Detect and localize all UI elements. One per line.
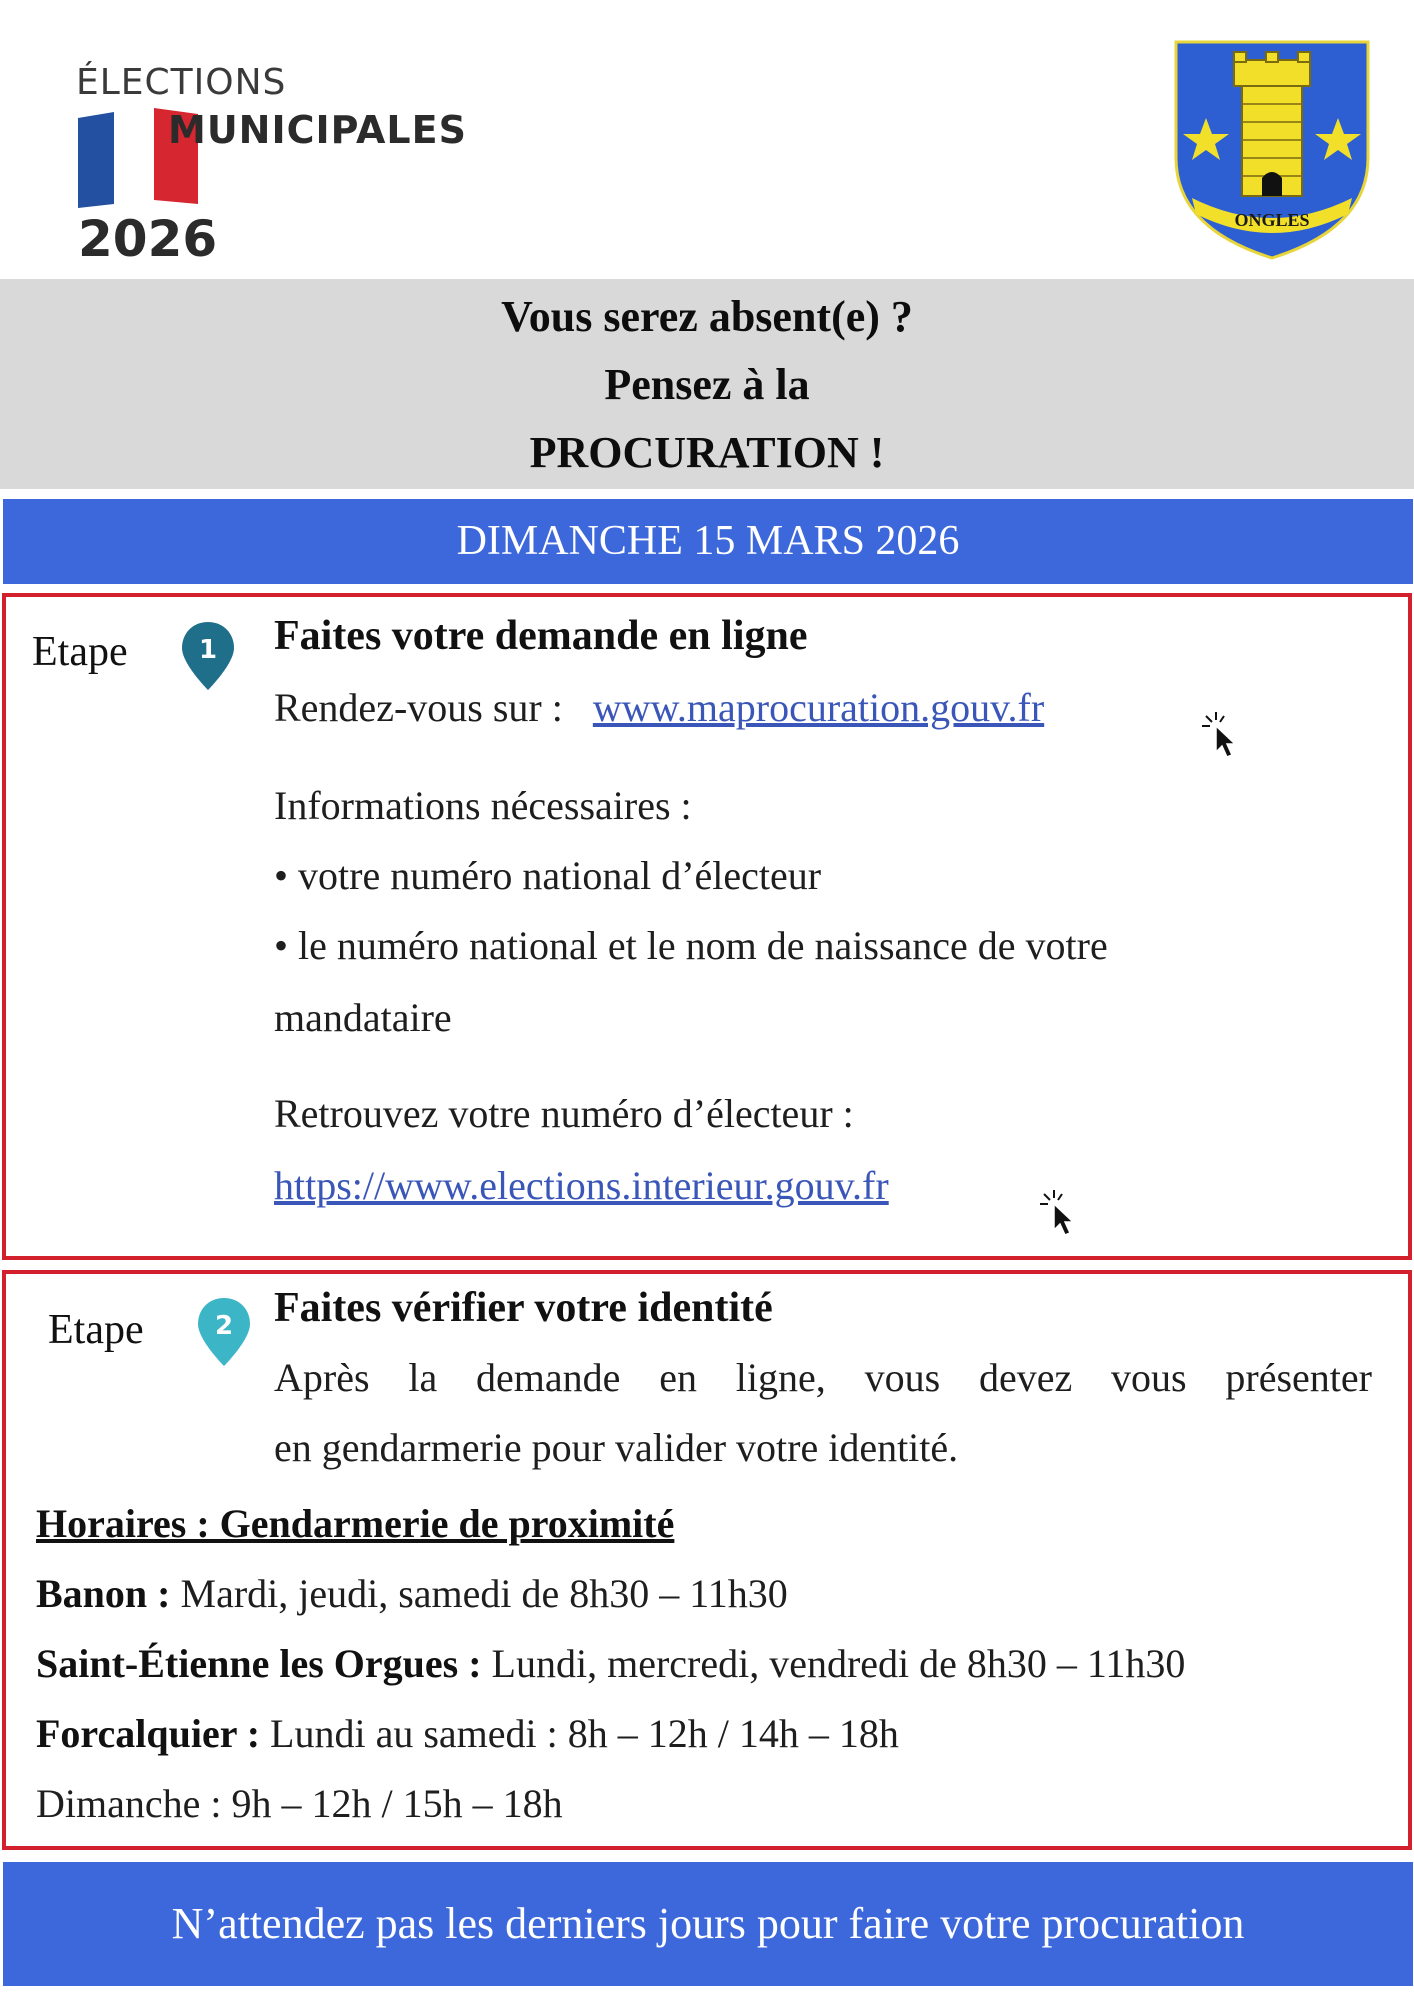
hours-row-banon (36, 1570, 788, 1617)
step-1-etape-label: Etape (32, 629, 128, 675)
logo-year: 2026 (78, 210, 218, 268)
date-banner: DIMANCHE 15 MARS 2026 (3, 499, 1413, 584)
header-banner (0, 279, 1414, 489)
hours-place: Saint-Étienne les Orgues : (36, 1641, 482, 1686)
crest-label: ONGLES (1234, 210, 1310, 230)
visit-line (274, 684, 1044, 731)
elections-link-line (274, 1162, 889, 1209)
visit-label: Rendez-vous sur : (274, 685, 563, 730)
step-2-text-line-1: Après la demande en ligne, vous devez vous présenter (274, 1355, 1372, 1400)
logo-line-1: ÉLECTIONS (76, 62, 287, 103)
bullet-2-line-1: • le numéro national et le nom de naissance de votre (274, 923, 1108, 968)
footer-banner: N’attendez pas les derniers jours pour faire votre procuration (3, 1862, 1413, 1986)
header-line-2: Pensez à la (604, 360, 810, 409)
crest-icon (1172, 38, 1372, 262)
step-2-number: 2 (214, 1311, 234, 1341)
pin-icon (196, 1296, 252, 1368)
hours-schedule: Lundi, mercredi, vendredi de 8h30 – 11h30 (481, 1641, 1186, 1686)
maprocuration-link[interactable]: www.maprocuration.gouv.fr (592, 685, 1045, 730)
hours-place: Banon : (36, 1571, 171, 1616)
step-2-title: Faites vérifier votre identité (274, 1285, 773, 1331)
hours-place: Forcalquier : (36, 1711, 261, 1756)
logo-line-2: MUNICIPALES (168, 108, 467, 152)
step-2-etape-label: Etape (48, 1307, 144, 1353)
info-label: Informations nécessaires : (274, 783, 692, 828)
hours-row-saint-etienne (36, 1640, 1185, 1687)
pin-icon (180, 620, 236, 692)
find-label: Retrouvez votre numéro d’électeur : (274, 1091, 854, 1136)
hours-schedule: Lundi au samedi : 8h – 12h / 14h – 18h (260, 1711, 899, 1756)
hours-row-forcalquier (36, 1710, 899, 1757)
hours-title: Horaires : Gendarmerie de proximité (36, 1501, 675, 1546)
step-1-number: 1 (198, 635, 218, 665)
bullet-2-line-2: mandataire (274, 995, 452, 1040)
hours-schedule: Mardi, jeudi, samedi de 8h30 – 11h30 (170, 1571, 788, 1616)
bullet-1: • votre numéro national d’électeur (274, 853, 822, 898)
hours-row-sunday: Dimanche : 9h – 12h / 15h – 18h (36, 1781, 563, 1826)
cursor-click-icon (1202, 712, 1246, 760)
elections-interieur-link[interactable]: https://www.elections.interieur.gouv.fr (274, 1163, 889, 1208)
step-2-text-line-2: en gendarmerie pour valider votre identité. (274, 1425, 959, 1470)
cursor-click-icon (1040, 1190, 1084, 1238)
header-line-1: Vous serez absent(e) ? (501, 292, 913, 341)
header-line-3: PROCURATION ! (529, 428, 885, 477)
step-1-title: Faites votre demande en ligne (274, 613, 808, 659)
